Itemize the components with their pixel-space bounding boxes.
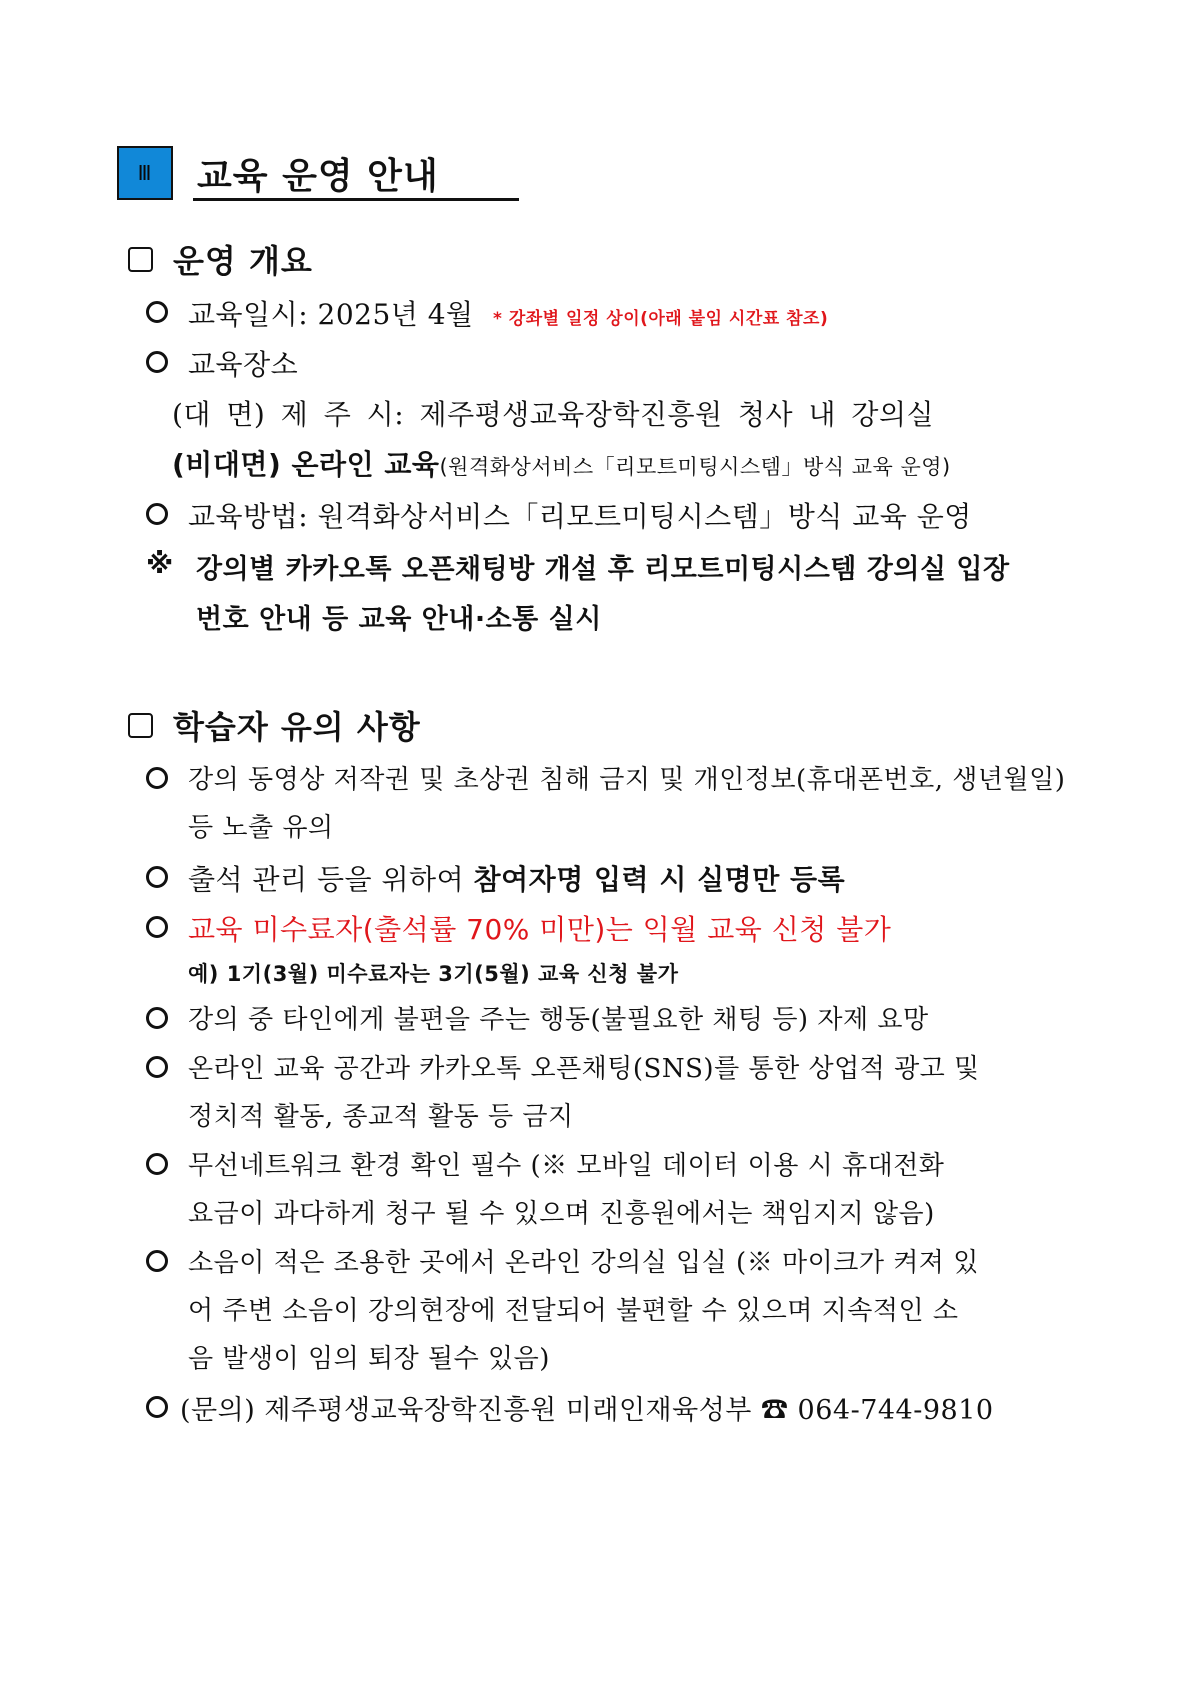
overview-heading-row: [128, 236, 313, 282]
date-label: 교육일시: 2025년 4월: [188, 298, 474, 331]
reference-mark-icon: ※: [146, 547, 174, 580]
section-title: 교육 운영 안내: [197, 156, 439, 197]
notice-line-1: 강의별 카카오톡 오픈채팅방 개설 후 리모트미팅시스템 강의실 입장: [196, 554, 1010, 585]
caution-5-line-1: 온라인 교육 공간과 카카오톡 오픈채팅(SNS)를 통한 상업적 광고 및: [188, 1054, 980, 1084]
circle-bullet-icon: [146, 351, 168, 373]
caution-5-line-2: 정치적 활동, 종교적 활동 등 금지: [188, 1102, 574, 1132]
section-number: Ⅲ: [137, 161, 153, 185]
place-online: [172, 443, 951, 483]
caution-6-line-2: 요금이 과다하게 청구 될 수 있으며 진흥원에서는 책임지지 않음): [188, 1199, 935, 1229]
caution-1-line-2: 등 노출 유의: [188, 813, 334, 843]
cautions-heading-row: [128, 702, 421, 748]
place-label: 교육장소: [188, 348, 299, 381]
caution-6-line-1: 무선네트워크 환경 확인 필수 (※ 모바일 데이터 이용 시 휴대전화: [188, 1151, 945, 1181]
square-bullet-icon: [128, 713, 153, 738]
place-online-note: (원격화상서비스「리모트미팅시스템」방식 교육 운영): [439, 455, 951, 479]
caution-7-line-1: 소음이 적은 조용한 곳에서 온라인 강의실 입실 (※ 마이크가 켜져 있: [188, 1248, 979, 1278]
circle-bullet-icon: [146, 1007, 168, 1029]
caution-3-example: 예) 1기(3월) 미수료자는 3기(5월) 교육 신청 불가: [188, 962, 679, 986]
square-bullet-icon: [128, 247, 153, 272]
place-offline: (대 면) 제 주 시: 제주평생교육장학진흥원 청사 내 강의실: [172, 398, 935, 431]
caution-2: [188, 858, 845, 898]
caution-3: 교육 미수료자(출석률 70% 미만)는 익월 교육 신청 불가: [188, 913, 892, 946]
cautions-heading: 학습자 유의 사항: [173, 708, 421, 746]
caution-4: 강의 중 타인에게 불편을 주는 행동(불필요한 채팅 등) 자제 요망: [188, 1005, 929, 1035]
circle-bullet-icon: [146, 301, 168, 323]
section-underline: [193, 198, 519, 201]
circle-bullet-icon: [146, 1153, 168, 1175]
section-number-box: [117, 146, 173, 200]
overview-date: [188, 293, 828, 333]
place-online-main: (비대면) 온라인 교육: [172, 448, 440, 481]
circle-bullet-icon: [146, 866, 168, 888]
circle-bullet-icon: [146, 1250, 168, 1272]
circle-bullet-icon: [146, 1056, 168, 1078]
circle-bullet-icon: [146, 503, 168, 525]
caution-2-normal: 출석 관리 등을 위하여: [188, 863, 474, 896]
circle-bullet-icon: [146, 1396, 168, 1418]
caution-2-bold: 참여자명 입력 시 실명만 등록: [473, 863, 846, 896]
notice-line-2: 번호 안내 등 교육 안내·소통 실시: [196, 604, 602, 635]
date-note: * 강좌별 일정 상이(아래 붙임 시간표 참조): [493, 309, 829, 329]
overview-method: 교육방법: 원격화상서비스「리모트미팅시스템」방식 교육 운영: [188, 500, 972, 533]
section-header: [117, 146, 521, 202]
caution-7-line-2: 어 주변 소음이 강의현장에 전달되어 불편할 수 있으며 지속적인 소: [188, 1296, 959, 1326]
caution-1-line-1: 강의 동영상 저작권 및 초상권 침해 금지 및 개인정보(휴대폰번호, 생년월일): [188, 765, 1066, 795]
overview-heading: 운영 개요: [173, 242, 313, 280]
circle-bullet-icon: [146, 767, 168, 789]
circle-bullet-icon: [146, 916, 168, 938]
contact-info: (문의) 제주평생교육장학진흥원 미래인재육성부 ☎ 064-744-9810: [180, 1395, 994, 1426]
caution-7-line-3: 음 발생이 임의 퇴장 될수 있음): [188, 1344, 550, 1374]
